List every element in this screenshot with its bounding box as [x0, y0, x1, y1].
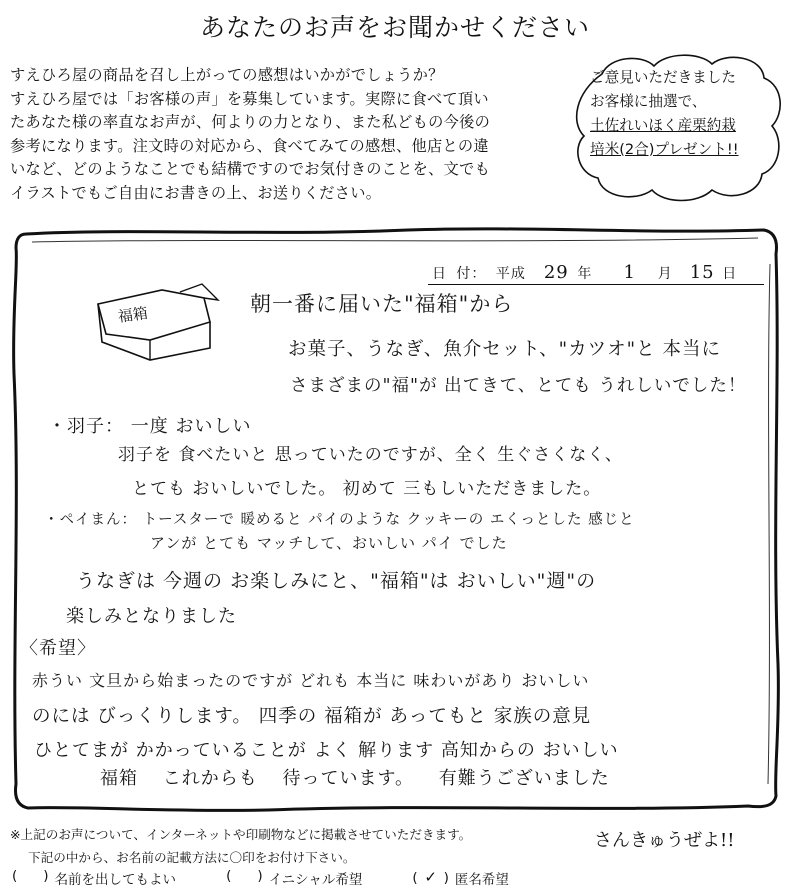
message-line: 朝一番に届いた"福箱"から	[250, 292, 514, 316]
promo-line: お客様に抽選で、	[590, 93, 707, 110]
message-line: ・ペイまん： トースターで 暖めると パイのような クッキーの エくっとした 感じと	[44, 512, 635, 528]
check-mark-icon[interactable]: ✓	[424, 868, 437, 886]
date-day: 15	[689, 262, 715, 283]
option-label: イニシャル希望	[268, 872, 363, 888]
message-line: ・羽子： 一度 おいしい	[48, 416, 252, 437]
message-heading: 〈希望〉	[20, 638, 96, 659]
page-title: あなたのお声をお聞かせください	[199, 13, 590, 42]
fukubako-box-sketch	[92, 282, 222, 362]
date-year-unit: 年	[577, 266, 593, 282]
intro-line: いなど、どのようなことでも結構ですのでお気付きのことを、文でも	[10, 160, 491, 178]
promo-line: ご意見いただきました	[590, 69, 736, 86]
intro-line: イラストでもご自由にお書きの上、お送りください。	[10, 183, 382, 202]
date-year: 29	[543, 262, 569, 283]
message-line: うなぎは 今週の お楽しみにと、"福箱"は おいしい"週"の	[76, 570, 597, 592]
intro-line: 参考になります。注文時の対応から、食べてみての感想、他店との違	[10, 136, 489, 155]
intro-line: すえひろ屋では「お客様の声」を募集しています。実際に食べて頂い	[10, 89, 489, 108]
date-underline	[428, 284, 764, 285]
date-field	[432, 262, 762, 283]
date-label: 日 付：	[432, 266, 487, 282]
footer-note: ※上記のお声について、インターネットや印刷物などに掲載させていただきます。	[10, 827, 472, 842]
date-day-unit: 日	[722, 266, 738, 282]
option-label: 名前を出してもよい	[54, 872, 177, 888]
sketch-label: 福箱	[116, 303, 149, 326]
message-line: ひとてまが かかっていることが よく 解ります 高知からの おいしい	[34, 740, 619, 761]
option-label: 匿名希望	[454, 872, 509, 888]
option-initials[interactable]: ( ) イニシャル希望	[226, 868, 363, 888]
promo-line-prize: 培米(2合)プレゼント!!	[590, 141, 739, 158]
name-options	[12, 868, 509, 888]
promo-text	[590, 66, 780, 162]
message-line: 赤うい 文旦から始まったのですが どれも 本当に 味わいがあり おいしい	[32, 671, 590, 690]
intro-paragraph	[10, 64, 570, 205]
message-line: アンが とても マッチして、おいしい パイ でした	[150, 534, 508, 552]
message-line: 羽子を 食べたいと 思っていたのですが、全く 生ぐさくなく、	[118, 445, 623, 465]
message-line: お菓子、うなぎ、魚介セット、"カツオ"と 本当に	[288, 339, 721, 360]
date-month: 1	[623, 262, 636, 283]
option-real-name[interactable]: ( ) 名前を出してもよい	[12, 868, 177, 888]
footer-note: 下記の中から、お名前の記載方法に〇印をお付け下さい。	[28, 850, 356, 865]
message-line: さまざまの"福"が 出てきて、とても うれしいでした！	[290, 376, 747, 396]
date-month-unit: 月	[657, 266, 673, 282]
message-line: 福箱 これからも 待っています。 有難うございました	[100, 768, 610, 789]
message-line: とても おいしいでした。 初めて 三もしいただきました。	[132, 479, 602, 499]
option-anonymous[interactable]: ( ✓ ) 匿名希望	[412, 868, 509, 888]
intro-line: たあなた様の率直なお声が、何よりの力となり、また私どもの今後の	[10, 113, 491, 131]
intro-line: すえひろ屋の商品を召し上がっての感想はいかがでしょうか？	[10, 66, 444, 84]
message-line: 楽しみとなりました	[66, 606, 237, 627]
promo-line-prize: 土佐れいほく産栗約栽	[590, 117, 736, 134]
message-line: のには びっくりします。 四季の 福箱が あってもと 家族の意見	[32, 706, 592, 727]
date-era: 平成	[495, 266, 526, 282]
signature: さんきゅうぜよ!!	[594, 830, 735, 851]
